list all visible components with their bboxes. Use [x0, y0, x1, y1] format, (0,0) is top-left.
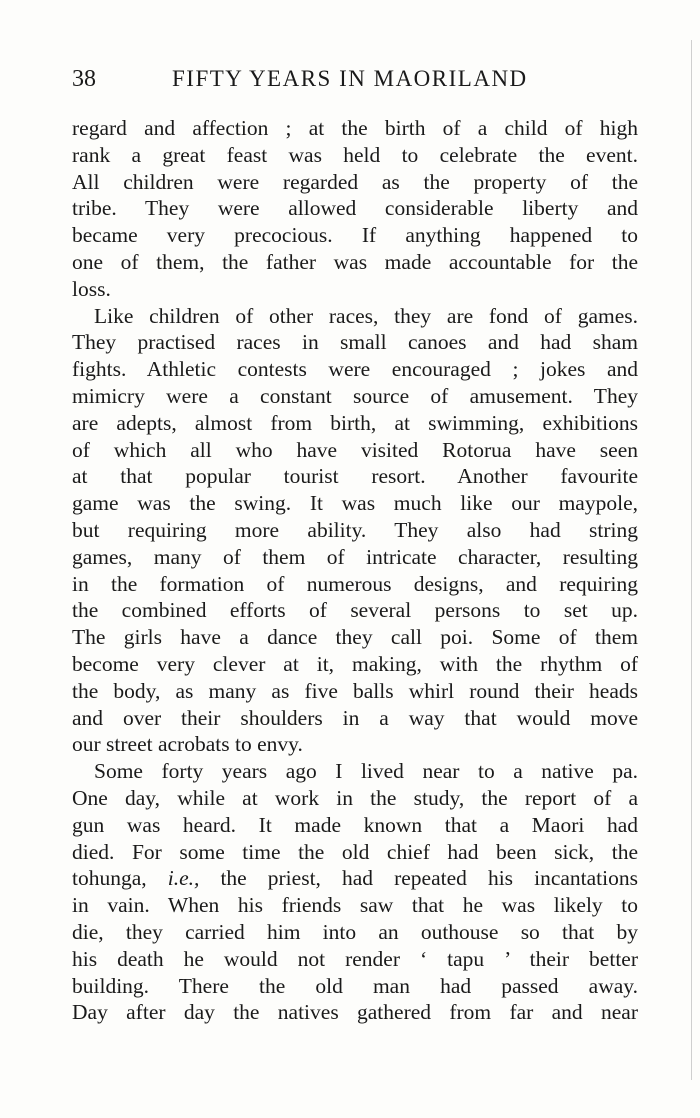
text-line: building. There the old man had passed away. [72, 973, 638, 998]
text-line: in vain. When his friends saw that he was likely to [72, 893, 638, 918]
page-edge-line [691, 40, 692, 1080]
running-header [72, 66, 642, 106]
text-line: Day after day the natives gathered from far and near [72, 1000, 638, 1025]
text-line: became very precocious. If anything happened to [72, 223, 638, 248]
text-line: the combined efforts of several persons to set up. [72, 598, 638, 623]
text-line: The girls have a dance they call poi. Some of them [72, 625, 638, 650]
text-line: and over their shoulders in a way that would move [72, 705, 638, 730]
text-line: They practised races in small canoes and had sham [72, 330, 638, 355]
text-line: are adepts, almost from birth, at swimming, exhibitions [72, 410, 638, 435]
text-line: loss. [72, 276, 111, 301]
text-line: tribe. They were allowed considerable liberty and [72, 196, 638, 221]
text-line: but requiring more ability. They also had string [72, 517, 638, 542]
text-line: the body, as many as five balls whirl round their heads [72, 678, 638, 703]
text-line: his death he would not render ‘ tapu ’ their better [72, 946, 638, 971]
text-line: of which all who have visited Rotorua have seen [72, 437, 638, 462]
text-line: gun was heard. It made known that a Maori had [72, 812, 638, 837]
text-line: games, many of them of intricate character, resulting [72, 544, 638, 569]
text-line: fights. Athletic contests were encouraged ; jokes and [72, 357, 638, 382]
text-line: mimicry were a constant source of amusement. They [72, 383, 638, 408]
text-line: Some forty years ago I lived near to a native pa. [94, 759, 638, 784]
text-line: Like children of other races, they are fond of games. [94, 303, 638, 328]
text-line: our street acrobats to envy. [72, 732, 303, 757]
page-number: 38 [72, 66, 96, 92]
text-line: one of them, the father was made accountable for the [72, 249, 638, 274]
text-line: die, they carried him into an outhouse so that by [72, 919, 638, 944]
text-line: at that popular tourist resort. Another favourite [72, 464, 638, 489]
text-line: died. For some time the old chief had been sick, the [72, 839, 638, 864]
text-line: in the formation of numerous designs, and requiring [72, 571, 638, 596]
body-text [72, 115, 638, 1026]
text-line: game was the swing. It was much like our maypole, [72, 491, 638, 516]
text-line: All children were regarded as the property of the [72, 169, 638, 194]
text-line: One day, while at work in the study, the report of a [72, 785, 638, 810]
text-line: become very clever at it, making, with the rhythm of [72, 651, 638, 676]
running-title: FIFTY YEARS IN MAORILAND [172, 66, 528, 91]
text-line: regard and affection ; at the birth of a child of high [72, 116, 638, 140]
text-line: tohunga, i.e., the priest, had repeated his incantations [72, 866, 638, 891]
text-line: rank a great feast was held to celebrate the event. [72, 142, 638, 167]
italic-abbreviation: i.e., [167, 866, 200, 891]
